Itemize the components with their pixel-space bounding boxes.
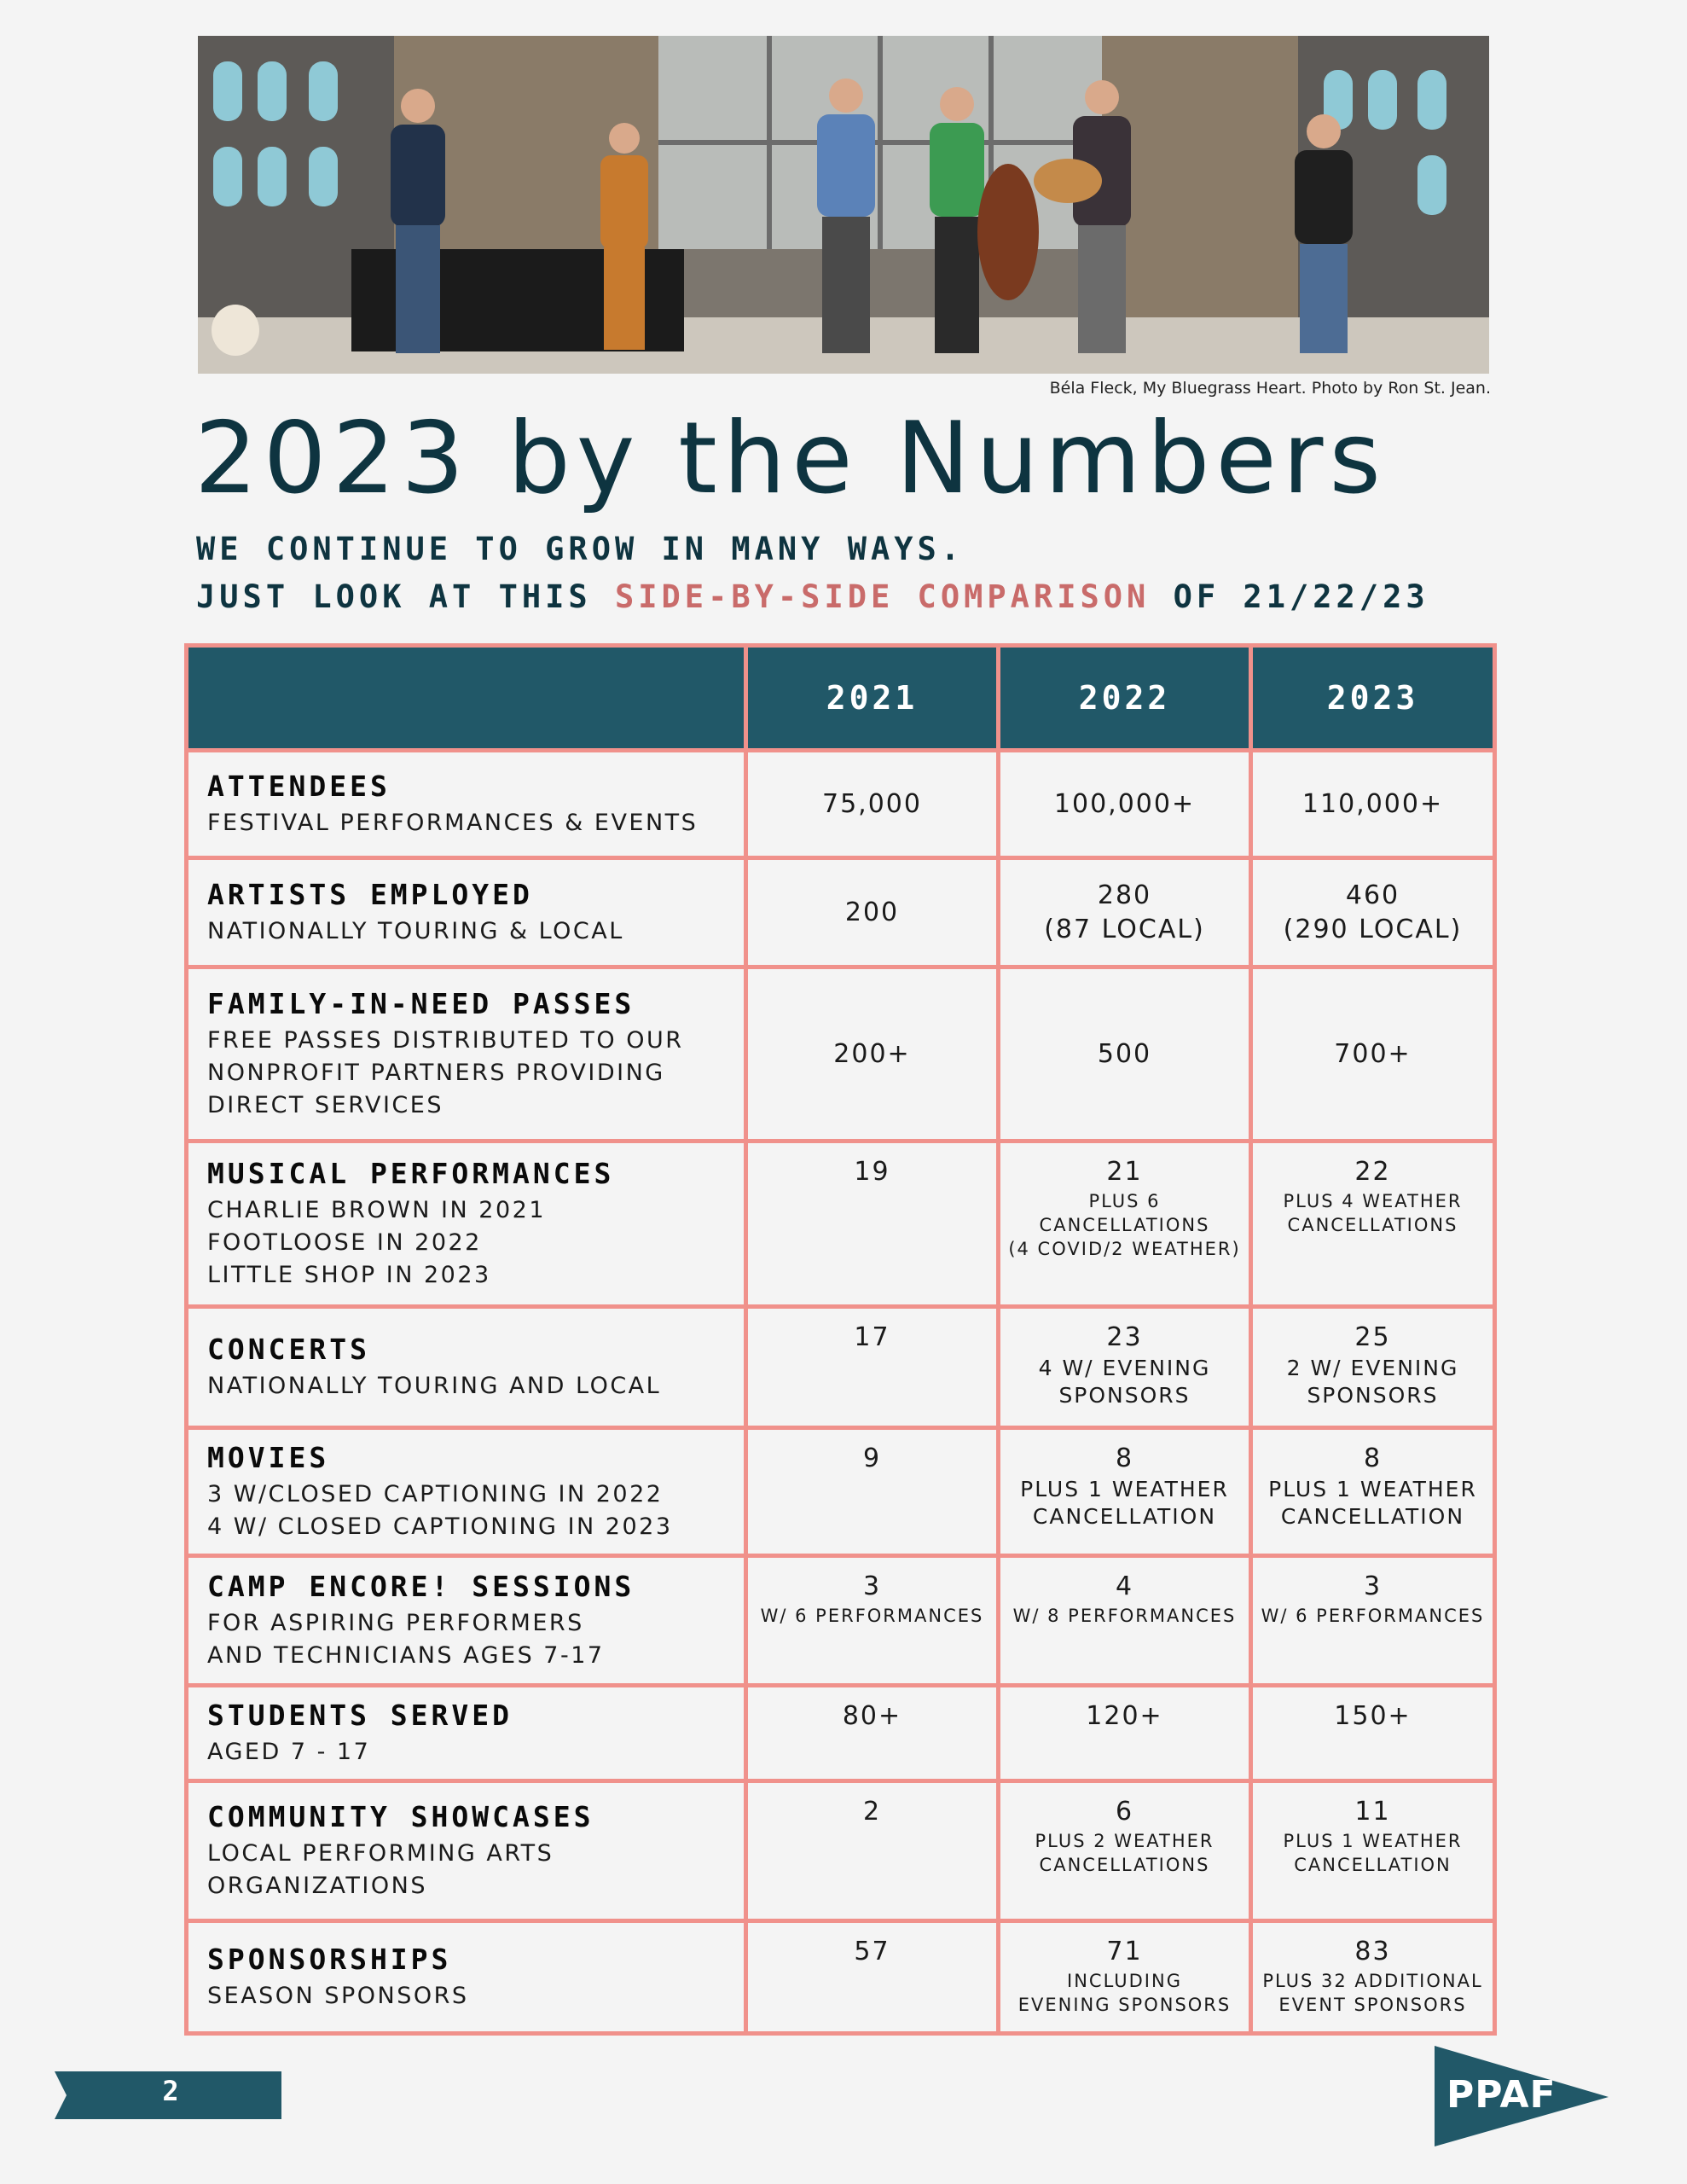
value-note: W/ 8 PERFORMANCES xyxy=(1012,1606,1237,1626)
row-description-line: LITTLE SHOP IN 2023 xyxy=(207,1261,491,1288)
value-cell-2021 xyxy=(746,858,999,967)
row-description-line: 4 W/ CLOSED CAPTIONING IN 2023 xyxy=(207,1513,673,1540)
row-label-cell xyxy=(187,1556,746,1686)
value-note: PLUS 32 ADDITIONAL xyxy=(1262,1971,1483,1991)
row-description-line: FOR ASPIRING PERFORMERS xyxy=(207,1609,584,1636)
value-main: 200 xyxy=(844,897,900,927)
subtitle-accent: SIDE-BY-SIDE COMPARISON xyxy=(614,578,1151,615)
row-description-line: NATIONALLY TOURING AND LOCAL xyxy=(207,1372,662,1399)
value-cell-2023 xyxy=(1251,1141,1495,1307)
value-cell-2023 xyxy=(1251,1686,1495,1781)
value-cell-2021 xyxy=(746,1141,999,1307)
header-year-2023: 2023 xyxy=(1251,646,1495,751)
value-main: 110,000+ xyxy=(1301,788,1444,819)
row-label-cell xyxy=(187,858,746,967)
row-category: SPONSORSHIPS xyxy=(207,1942,452,1976)
row-description-line: SEASON SPONSORS xyxy=(207,1982,469,2009)
row-category: MOVIES xyxy=(207,1440,330,1474)
page-title: 2023 by the Numbers xyxy=(194,401,1387,516)
value-note: W/ 6 PERFORMANCES xyxy=(1261,1606,1485,1626)
header-blank xyxy=(187,646,746,751)
value-main: 3 xyxy=(862,1571,882,1601)
logo-text: PPAF xyxy=(1446,2073,1557,2117)
value-note: CANCELLATIONS xyxy=(1039,1855,1210,1875)
value-main: 100,000+ xyxy=(1053,788,1196,819)
value-cell-2021 xyxy=(746,967,999,1141)
value-detail: CANCELLATION xyxy=(1280,1504,1465,1529)
value-detail: 4 W/ EVENING xyxy=(1038,1356,1211,1380)
value-main: 120+ xyxy=(1086,1701,1163,1731)
value-main: 80+ xyxy=(842,1701,902,1731)
value-main: 500 xyxy=(1097,1038,1152,1069)
value-note: CANCELLATIONS xyxy=(1039,1215,1210,1235)
row-description-line: ORGANIZATIONS xyxy=(207,1872,427,1899)
value-main: 22 xyxy=(1354,1157,1391,1187)
value-cell-2023 xyxy=(1251,858,1495,967)
row-label-cell xyxy=(187,1141,746,1307)
value-main: 700+ xyxy=(1334,1038,1412,1069)
value-cell-2021 xyxy=(746,1307,999,1428)
value-note: CANCELLATION xyxy=(1294,1855,1452,1875)
row-label-cell xyxy=(187,967,746,1141)
value-cell-2023 xyxy=(1251,1428,1495,1556)
row-description-line: FREE PASSES DISTRIBUTED TO OUR xyxy=(207,1026,684,1054)
value-main: 57 xyxy=(854,1937,890,1966)
value-main: 19 xyxy=(854,1157,890,1187)
value-cell-2022 xyxy=(999,967,1251,1141)
value-cell-2022 xyxy=(999,751,1251,858)
value-main: 280 xyxy=(1097,880,1152,910)
row-category: CAMP ENCORE! SESSIONS xyxy=(207,1569,635,1603)
value-cell-2023 xyxy=(1251,1307,1495,1428)
row-category: ARTISTS EMPLOYED xyxy=(207,877,533,911)
row-description-line: AGED 7 - 17 xyxy=(207,1738,371,1765)
row-description-line: CHARLIE BROWN IN 2021 xyxy=(207,1196,547,1223)
row-label-cell xyxy=(187,1686,746,1781)
value-cell-2022 xyxy=(999,1686,1251,1781)
photo-caption: Béla Fleck, My Bluegrass Heart. Photo by Ron St. Jean. xyxy=(1049,379,1491,398)
subtitle-line-2-post: OF 21/22/23 xyxy=(1150,578,1429,615)
value-note: PLUS 6 xyxy=(1088,1191,1161,1211)
value-note: EVENT SPONSORS xyxy=(1278,1995,1467,2015)
value-main: 71 xyxy=(1106,1937,1143,1966)
table-header-row xyxy=(187,646,1495,751)
value-note: (4 COVID/2 WEATHER) xyxy=(1008,1239,1241,1259)
value-main: 8 xyxy=(1363,1443,1383,1473)
table-row xyxy=(187,1921,1495,2034)
header-year-2021: 2021 xyxy=(746,646,999,751)
table-row xyxy=(187,967,1495,1141)
row-label-cell xyxy=(187,1307,746,1428)
value-cell-2022 xyxy=(999,1307,1251,1428)
row-category: CONCERTS xyxy=(207,1332,370,1366)
value-main: 4 xyxy=(1115,1571,1134,1601)
photo-band-performance xyxy=(198,36,1489,374)
value-cell-2021 xyxy=(746,1428,999,1556)
value-main: 200+ xyxy=(833,1038,911,1069)
value-main: 21 xyxy=(1106,1157,1143,1187)
table-row xyxy=(187,1428,1495,1556)
table-row xyxy=(187,751,1495,858)
value-detail: (290 LOCAL) xyxy=(1283,914,1463,944)
row-description-line: LOCAL PERFORMING ARTS xyxy=(207,1839,554,1867)
comparison-table xyxy=(184,643,1497,2036)
value-main: 3 xyxy=(1363,1571,1383,1601)
value-main: 9 xyxy=(862,1443,882,1473)
value-cell-2023 xyxy=(1251,1556,1495,1686)
value-main: 150+ xyxy=(1334,1701,1412,1731)
value-main: 8 xyxy=(1115,1443,1134,1473)
row-label-cell xyxy=(187,751,746,858)
value-cell-2023 xyxy=(1251,1781,1495,1921)
band-photo xyxy=(198,36,1489,374)
row-description-line: DIRECT SERVICES xyxy=(207,1091,443,1118)
row-category: FAMILY-IN-NEED PASSES xyxy=(207,986,635,1020)
value-note: PLUS 1 WEATHER xyxy=(1283,1831,1463,1851)
value-main: 23 xyxy=(1106,1322,1143,1352)
row-description-line: 3 W/CLOSED CAPTIONING IN 2022 xyxy=(207,1480,664,1507)
value-cell-2021 xyxy=(746,751,999,858)
subtitle-line-2 xyxy=(196,578,1429,615)
value-note: PLUS 2 WEATHER xyxy=(1035,1831,1215,1851)
row-label-cell xyxy=(187,1921,746,2034)
value-cell-2021 xyxy=(746,1556,999,1686)
value-cell-2022 xyxy=(999,1781,1251,1921)
value-cell-2022 xyxy=(999,1921,1251,2034)
row-category: COMMUNITY SHOWCASES xyxy=(207,1799,594,1833)
table-row xyxy=(187,1141,1495,1307)
value-main: 83 xyxy=(1354,1937,1391,1966)
value-cell-2022 xyxy=(999,1141,1251,1307)
row-category: ATTENDEES xyxy=(207,769,391,803)
row-label-cell xyxy=(187,1781,746,1921)
table-row xyxy=(187,1307,1495,1428)
value-cell-2023 xyxy=(1251,751,1495,858)
value-cell-2022 xyxy=(999,1428,1251,1556)
row-description-line: FESTIVAL PERFORMANCES & EVENTS xyxy=(207,809,699,836)
value-cell-2022 xyxy=(999,858,1251,967)
value-note: PLUS 4 WEATHER xyxy=(1283,1191,1463,1211)
row-category: STUDENTS SERVED xyxy=(207,1698,513,1732)
value-detail: PLUS 1 WEATHER xyxy=(1268,1477,1477,1502)
value-note: W/ 6 PERFORMANCES xyxy=(760,1606,984,1626)
value-cell-2021 xyxy=(746,1686,999,1781)
value-detail: PLUS 1 WEATHER xyxy=(1020,1477,1229,1502)
value-detail: SPONSORS xyxy=(1307,1383,1439,1408)
value-cell-2022 xyxy=(999,1556,1251,1686)
value-detail: CANCELLATION xyxy=(1032,1504,1217,1529)
value-note: INCLUDING xyxy=(1067,1971,1182,1991)
table-row xyxy=(187,858,1495,967)
value-main: 25 xyxy=(1354,1322,1391,1352)
row-description-line: NONPROFIT PARTNERS PROVIDING xyxy=(207,1059,665,1086)
row-category: MUSICAL PERFORMANCES xyxy=(207,1156,615,1190)
value-detail: SPONSORS xyxy=(1058,1383,1191,1408)
row-description-line: NATIONALLY TOURING & LOCAL xyxy=(207,917,624,944)
table-row xyxy=(187,1781,1495,1921)
value-cell-2023 xyxy=(1251,967,1495,1141)
value-main: 6 xyxy=(1115,1797,1134,1827)
header-year-2022: 2022 xyxy=(999,646,1251,751)
value-note: EVENING SPONSORS xyxy=(1017,1995,1232,2015)
row-description-line: AND TECHNICIANS AGES 7-17 xyxy=(207,1641,605,1669)
value-note: CANCELLATIONS xyxy=(1287,1215,1458,1235)
value-detail: (87 LOCAL) xyxy=(1044,914,1205,944)
value-cell-2021 xyxy=(746,1781,999,1921)
value-main: 17 xyxy=(854,1322,890,1352)
value-cell-2021 xyxy=(746,1921,999,2034)
value-main: 460 xyxy=(1345,880,1400,910)
page-number: 2 xyxy=(162,2075,179,2107)
subtitle-line-1: WE CONTINUE TO GROW IN MANY WAYS. xyxy=(196,531,965,567)
table-row xyxy=(187,1686,1495,1781)
subtitle-line-2-pre: JUST LOOK AT THIS xyxy=(196,578,615,615)
row-description-line: FOOTLOOSE IN 2022 xyxy=(207,1228,482,1256)
row-label-cell xyxy=(187,1428,746,1556)
value-main: 75,000 xyxy=(822,788,922,819)
value-main: 2 xyxy=(862,1797,882,1827)
value-cell-2023 xyxy=(1251,1921,1495,2034)
value-main: 11 xyxy=(1354,1797,1391,1827)
value-detail: 2 W/ EVENING xyxy=(1286,1356,1459,1380)
table-row xyxy=(187,1556,1495,1686)
